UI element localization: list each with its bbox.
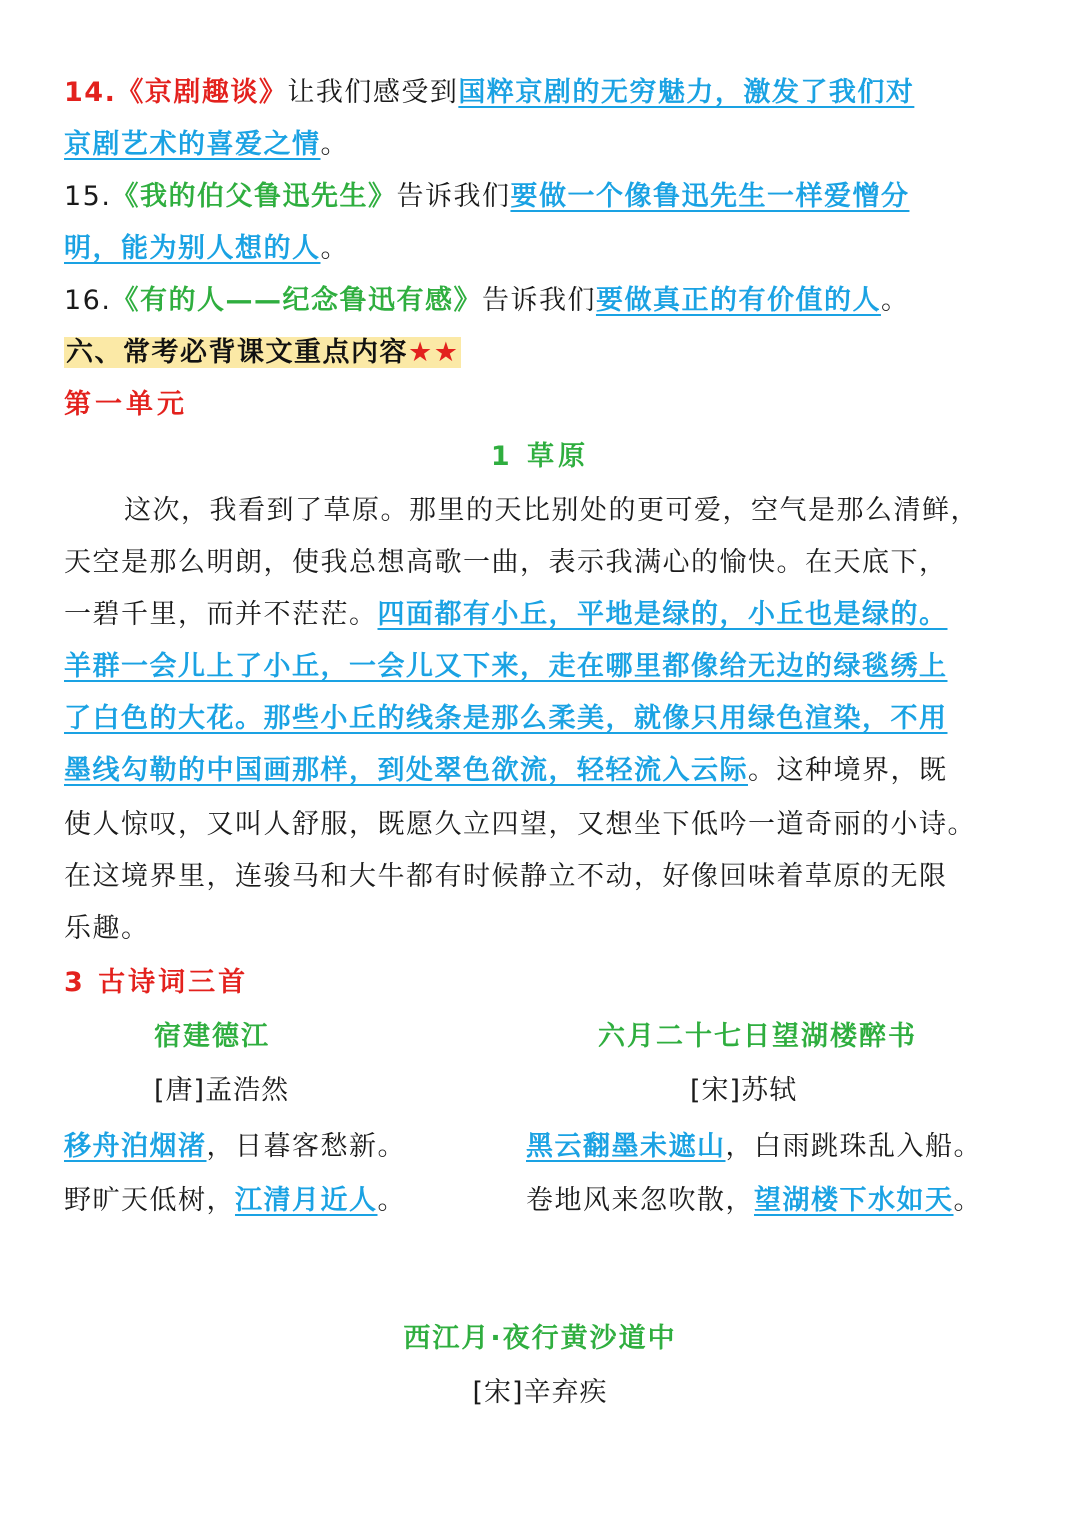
- poem-2-line-2-text: 卷地风来忽吹散，: [526, 1185, 754, 1216]
- item-14-title: 《京剧趣谈》: [116, 77, 288, 108]
- section-heading-highlight: [64, 337, 461, 368]
- passage-line-2: 天空是那么明朗，使我总想高歌一曲，表示我满心的愉快。在天底下，: [64, 547, 948, 578]
- poem-3-author: [宋]辛弃疾: [472, 1377, 608, 1408]
- passage-line-6: [64, 746, 1024, 796]
- item-16-period: 。: [880, 285, 910, 316]
- lesson-3-title: 3 古诗词三首: [64, 967, 249, 998]
- poem-1-author: [唐]孟浩然: [154, 1075, 290, 1106]
- passage-line-8: 在这境界里，连骏马和大牛都有时候静立不动，好像回味着草原的无限: [64, 861, 948, 892]
- section-heading-text: 六、常考必背课文重点内容: [66, 337, 408, 368]
- item-14-text: 让我们感受到: [287, 77, 459, 108]
- poem-1-line-1-text: ，日暮客愁新。: [206, 1131, 406, 1162]
- item-15-text: 告诉我们: [396, 181, 511, 212]
- unit-title: 第一单元: [64, 389, 188, 420]
- item-15-period: 。: [320, 233, 349, 264]
- star-icons: ★★: [408, 337, 460, 368]
- poem-1-line-1: [64, 1122, 406, 1172]
- passage-line-6-text: 。这种境界，既: [748, 755, 948, 786]
- poem-1-highlight-2: 江清月近人: [235, 1185, 378, 1216]
- item-16-highlight: 要做真正的有价值的人: [595, 285, 881, 316]
- passage-line-9: 乐趣。: [64, 913, 150, 944]
- poem-2-line-1-text: ，白雨跳珠乱入船。: [725, 1131, 982, 1162]
- poem-1-line-2-end: 。: [377, 1185, 406, 1216]
- item-14-number: 14.: [64, 77, 117, 108]
- item-15-title: 《我的伯父鲁迅先生》: [111, 181, 397, 212]
- passage-highlight-4: 墨线勾勒的中国画那样，到处翠色欲流，轻轻流入云际: [64, 755, 748, 786]
- passage-line-7: 使人惊叹，又叫人舒服，既愿久立四望，又想坐下低吟一道奇丽的小诗。: [64, 809, 976, 840]
- item-14-period: 。: [320, 129, 349, 160]
- passage-line-1: 这次，我看到了草原。那里的天比别处的更可爱，空气是那么清鲜，: [124, 495, 979, 526]
- item-14-highlight-1: 国粹京剧的无穷魅力，激发了我们对: [458, 77, 915, 108]
- item-14-line-1: [64, 68, 1024, 118]
- item-15-line-2: [64, 224, 1024, 274]
- item-15-highlight-2: 明，能为别人想的人: [64, 233, 321, 264]
- item-14-line-2: [64, 120, 1024, 170]
- item-16-number: 16.: [64, 285, 112, 316]
- poem-2-highlight-1: 黑云翻墨未遮山: [526, 1131, 726, 1162]
- poem-2-author: [宋]苏轼: [690, 1075, 798, 1106]
- poem-1-title: 宿建德江: [154, 1021, 270, 1052]
- poem-2-line-2: [526, 1176, 982, 1226]
- item-16-title: 《有的人——纪念鲁迅有感》: [111, 285, 482, 316]
- passage-highlight-1: 四面都有小丘，平地是绿的，小丘也是绿的。: [377, 599, 948, 630]
- passage-highlight-2: 羊群一会儿上了小丘，一会儿又下来，走在哪里都像给无边的绿毯绣上: [64, 651, 948, 682]
- passage-line-3-text: 一碧千里，而并不茫茫。: [64, 599, 378, 630]
- lesson-1-title: 1 草原: [490, 441, 590, 472]
- passage-line-3: [64, 590, 1024, 640]
- item-16-text: 告诉我们: [481, 285, 596, 316]
- item-15-highlight-1: 要做一个像鲁迅先生一样爱憎分: [510, 181, 910, 212]
- passage-line-5: [64, 694, 1024, 744]
- poem-2-line-2-end: 。: [953, 1185, 982, 1216]
- section-heading: [64, 328, 1024, 378]
- poem-2-highlight-2: 望湖楼下水如天: [754, 1185, 954, 1216]
- poem-3-title: 西江月·夜行黄沙道中: [403, 1323, 677, 1354]
- poem-2-title: 六月二十七日望湖楼醉书: [598, 1021, 917, 1052]
- item-14-highlight-2: 京剧艺术的喜爱之情: [64, 129, 321, 160]
- item-16-line: [64, 276, 1024, 326]
- passage-highlight-3: 了白色的大花。那些小丘的线条是那么柔美，就像只用绿色渲染，不用: [64, 703, 948, 734]
- item-15-line-1: [64, 172, 1024, 222]
- poem-2-line-1: [526, 1122, 982, 1172]
- passage-line-4: [64, 642, 1024, 692]
- item-15-number: 15.: [64, 181, 112, 212]
- poem-1-line-2-text: 野旷天低树，: [64, 1185, 235, 1216]
- poem-1-line-2: [64, 1176, 406, 1226]
- poem-1-highlight-1: 移舟泊烟渚: [64, 1131, 207, 1162]
